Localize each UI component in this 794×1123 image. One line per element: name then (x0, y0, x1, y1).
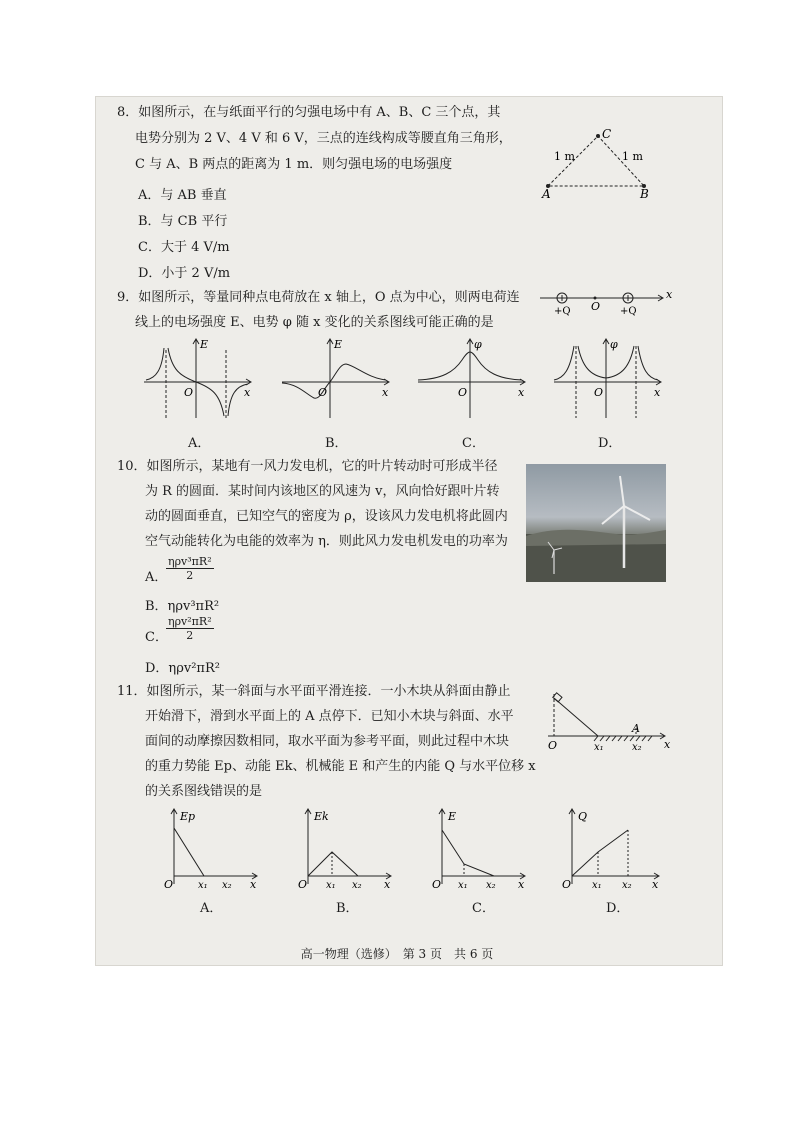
q8-label-left: 1 m (554, 150, 575, 163)
q9c-axis-x: x (518, 386, 525, 399)
q10-option-a-fraction (166, 555, 214, 582)
q9-graph-d (550, 336, 668, 422)
q9b-axis-x: x (382, 386, 389, 399)
q11a-x2: x₂ (222, 880, 232, 891)
q11c-x2: x₂ (486, 880, 496, 891)
q10-option-d: D．ηρv²πR² (145, 661, 220, 676)
q11-graph-a (160, 806, 264, 892)
q11b-x2: x₂ (352, 880, 362, 891)
q11-option-b-label: B． (336, 901, 359, 916)
q9a-origin: O (184, 386, 194, 399)
q11-fig-point-a: A (632, 722, 640, 735)
q11-graph-d (562, 806, 666, 892)
q10-option-b: B．ηρv³πR² (145, 599, 220, 614)
q9-option-a-label: A． (188, 436, 211, 451)
q8-line-2: 电势分别为 2 V、4 V 和 6 V，三点的连线构成等腰直角三角形， (135, 131, 512, 146)
q9-line-2: 线上的电场强度 E、电势 φ 随 x 变化的关系图线可能正确的是 (135, 315, 494, 330)
q10-c-denominator: 2 (186, 629, 194, 642)
q9-charge-2: +Q (620, 306, 637, 317)
q9d-axis-y: φ (610, 338, 618, 351)
q11-option-c-label: C． (472, 901, 495, 916)
q11c-x1: x₁ (458, 880, 468, 891)
q10-option-a-label: A． (145, 570, 168, 585)
q9-graph-b (278, 336, 396, 422)
q11-option-a-label: A． (200, 901, 223, 916)
q10-line-3: 动的圆面垂直，已知空气的密度为 ρ，设该风力发电机将此圆内 (145, 509, 508, 524)
q10-a-numerator: ηρv³πR² (168, 555, 212, 568)
q9c-axis-y: φ (474, 338, 482, 351)
q11a-axis-x: x (250, 878, 257, 891)
q11c-axis-y: E (448, 810, 457, 823)
q11-fig-axis-x: x (664, 738, 670, 751)
q9b-origin: O (318, 386, 328, 399)
q8-label-b: B (640, 187, 649, 198)
q8-label-c: C (602, 127, 612, 141)
q10-a-denominator: 2 (186, 569, 194, 582)
q8-option-c: C．大于 4 V/m (138, 240, 230, 255)
q11d-axis-x: x (652, 878, 659, 891)
q9-option-c-label: C． (462, 436, 485, 451)
q11b-origin: O (298, 878, 308, 891)
q9a-axis-y: E (200, 338, 209, 351)
q11-line-4: 的重力势能 Ep、动能 Ek、机械能 E 和产生的内能 Q 与水平位移 x (145, 759, 536, 774)
q9-charge-1: +Q (554, 306, 571, 317)
q9c-origin: O (458, 386, 468, 399)
q11-slope-figure (540, 688, 670, 754)
q11d-x2: x₂ (622, 880, 632, 891)
q11b-axis-y: Ek (314, 810, 329, 823)
page-footer: 高一物理（选修） 第 3 页 共 6 页 (300, 947, 494, 961)
q9-graph-c (414, 336, 532, 422)
q11-line-1: 11．如图所示，某一斜面与水平面平滑连接．一小木块从斜面由静止 (117, 684, 511, 699)
q9-line-1: 9．如图所示，等量同种点电荷放在 x 轴上，O 点为中心，则两电荷连 (117, 290, 520, 305)
q9-origin: O (591, 300, 601, 313)
q11c-axis-x: x (518, 878, 525, 891)
q11a-origin: O (164, 878, 174, 891)
q11-line-3: 面间的动摩擦因数相同，取水平面为参考平面，则此过程中木块 (145, 734, 510, 749)
q11-option-d-label: D． (606, 901, 630, 916)
q8-option-b: B．与 CB 平行 (138, 214, 228, 229)
q11-graph-c (428, 806, 532, 892)
q11-fig-origin: O (548, 739, 558, 752)
q9-axis-x: x (666, 288, 673, 301)
q11-line-2: 开始滑下，滑到水平面上的 A 点停下．已知小木块与斜面、水平 (145, 709, 514, 724)
q9d-axis-x: x (654, 386, 661, 399)
q10-option-c-fraction (166, 615, 214, 642)
q10-line-1: 10．如图所示，某地有一风力发电机，它的叶片转动时可形成半径 (117, 459, 498, 474)
q9a-axis-x: x (244, 386, 251, 399)
q11-fig-x1: x₁ (594, 742, 604, 753)
q11-graph-b (294, 806, 398, 892)
q8-label-right: 1 m (622, 150, 643, 163)
q11a-x1: x₁ (198, 880, 208, 891)
q9b-axis-y: E (334, 338, 343, 351)
q8-triangle-figure (540, 126, 660, 198)
q8-option-d: D．小于 2 V/m (138, 266, 231, 281)
q8-label-a: A (542, 187, 551, 198)
q11d-axis-y: Q (578, 810, 588, 823)
q9-graph-a (140, 336, 258, 422)
q11b-x1: x₁ (326, 880, 336, 891)
q11d-origin: O (562, 878, 572, 891)
q11c-origin: O (432, 878, 442, 891)
q11a-axis-y: Ep (180, 810, 196, 823)
q9-option-d-label: D． (598, 436, 622, 451)
q8-line-1: 8．如图所示，在与纸面平行的匀强电场中有 A、B、C 三个点，其 (117, 105, 501, 120)
q11d-x1: x₁ (592, 880, 602, 891)
wind-turbine-photo (526, 464, 666, 582)
q10-option-c-label: C． (145, 630, 168, 645)
q8-option-a: A．与 AB 垂直 (138, 188, 227, 203)
q9-charges-figure (538, 286, 674, 318)
q10-c-numerator: ηρv²πR² (168, 615, 212, 628)
q9-option-b-label: B． (325, 436, 348, 451)
q10-line-4: 空气动能转化为电能的效率为 η．则此风力发电机发电的功率为 (145, 534, 508, 549)
q9d-origin: O (594, 386, 604, 399)
q11b-axis-x: x (384, 878, 391, 891)
q11-line-5: 的关系图线错误的是 (145, 784, 263, 799)
q8-line-3: C 与 A、B 两点的距离为 1 m．则匀强电场的电场强度 (135, 157, 453, 172)
wind-turbine-icon (526, 464, 666, 582)
q11-fig-x2: x₂ (632, 742, 642, 753)
q10-line-2: 为 R 的圆面．某时间内该地区的风速为 v，风向恰好跟叶片转 (145, 484, 500, 499)
